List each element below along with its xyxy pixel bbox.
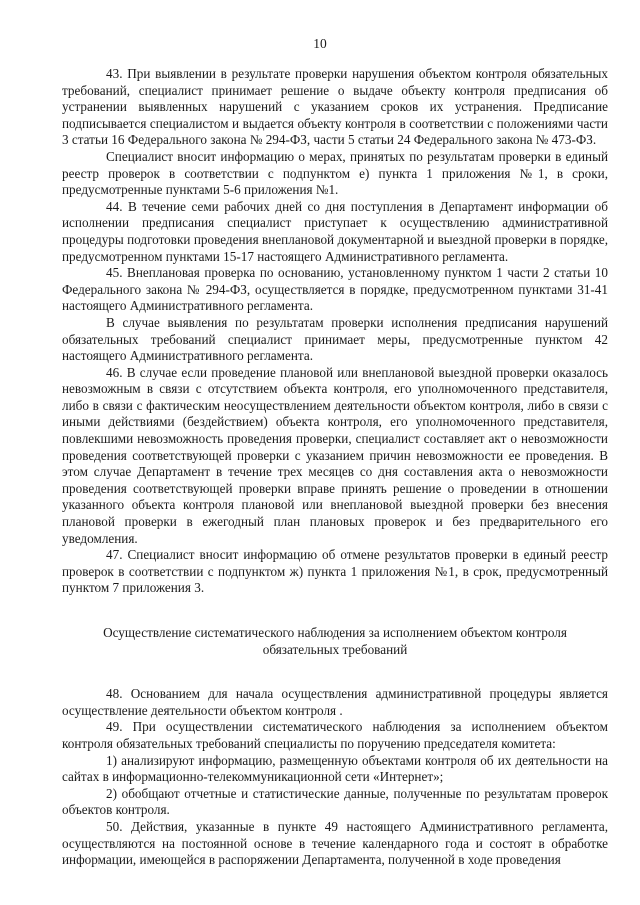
section-heading bbox=[62, 625, 608, 658]
paragraph-50: 50. Действия, указанные в пункте 49 настоящего Административного регламента, осуществляются на постоянной основе в течение календарного года и состоят в обработке информации, имеющейся в распоряжении Департамента, полученной в ходе проведения bbox=[62, 818, 608, 868]
paragraph-48: 48. Основанием для начала осуществления административной процедуры является осуществление деятельности объектом контроля . bbox=[62, 686, 608, 718]
paragraph-46: 46. В случае если проведение плановой или внеплановой выездной проверки оказалось невозможным в связи с отсутствием объекта контроля, его уполномоченного представителя, либо в связи с фактическим неосуществлением деятельности объектом контроля, либо в связи с иными действиями (бездействием) объекта контроля, его уполномоченного представителя, повлекшими невозможность проведения проверки, специалист составляет акт о невозможности проведения соответствующей проверки с указанием причин невозможности ее проведения. В этом случае Департамент в течение трех месяцев со дня составления акта о невозможности проведения соответствующей проверки вправе принять решение о проведении в отношении указанного объекта контроля плановой или внеплановой выездной проверки без внесения плановой проверки в ежегодный план плановых проверок и без предварительного его уведомления. bbox=[62, 364, 608, 546]
page-number: 10 bbox=[313, 36, 327, 51]
section-heading-line1: Осуществление систематического наблюдения за исполнением объектом контроля bbox=[103, 625, 567, 640]
paragraph-47: 47. Специалист вносит информацию об отмене результатов проверки в единый реестр проверок в соответствии с подпунктом ж) пункта 1 приложения №1, в срок, предусмотренный пунктом 7 приложения 3. bbox=[62, 547, 608, 596]
section-heading-line2: обязательных требований bbox=[262, 641, 408, 657]
paragraph-43: 43. При выявлении в результате проверки нарушения объектом контроля обязательных требований, специалист принимает решение о выдаче объекту контроля предписания об устранении выявленных нарушений с указанием сроков их устранения. Предписание подписывается специалистом и выдается объекту контроля в соответствии с положениями части 3 статьи 16 Федерального закона № 294-ФЗ, части 5 статьи 24 Федерального закона № 473-ФЗ. bbox=[62, 66, 608, 148]
paragraph-43-registry: Специалист вносит информацию о мерах, принятых по результатам проверки в единый реестр проверок в соответствии с подпунктом е) пункта 1 приложения №1, в сроки, предусмотренные пунктами 5-6 приложения №1. bbox=[62, 148, 608, 198]
document-body bbox=[62, 66, 608, 869]
paragraph-45-violations: В случае выявления по результатам проверки исполнения предписания нарушений обязательных требований специалист принимает меры, предусмотренные пунктом 42 настоящего Административного регламента. bbox=[62, 314, 608, 364]
paragraph-49-item-2: 2) обобщают отчетные и статистические данные, полученные по результатам проверок объектов контроля. bbox=[62, 785, 608, 818]
paragraph-49: 49. При осуществлении систематического наблюдения за исполнением объектом контроля обязательных требований специалисты по поручению председателя комитета: bbox=[62, 719, 608, 751]
paragraph-44: 44. В течение семи рабочих дней со дня поступления в Департамент информации об исполнении предписания специалист приступает к осуществлению административной процедуры подготовки проведения внеплановой документарной и выездной проверки в порядке, предусмотренном пунктами 15-17 настоящего Административного регламента. bbox=[62, 198, 608, 264]
paragraph-49-item-1: 1) анализируют информацию, размещенную объектами контроля об их деятельности на сайтах в информационно-телекоммуникационной сети «Интернет»; bbox=[62, 752, 608, 785]
paragraph-45: 45. Внеплановая проверка по основанию, установленному пунктом 1 части 2 статьи 10 Федерального закона № 294-ФЗ, осуществляется в порядке, предусмотренном пунктами 31-41 настоящего Административного регламента. bbox=[62, 265, 608, 314]
